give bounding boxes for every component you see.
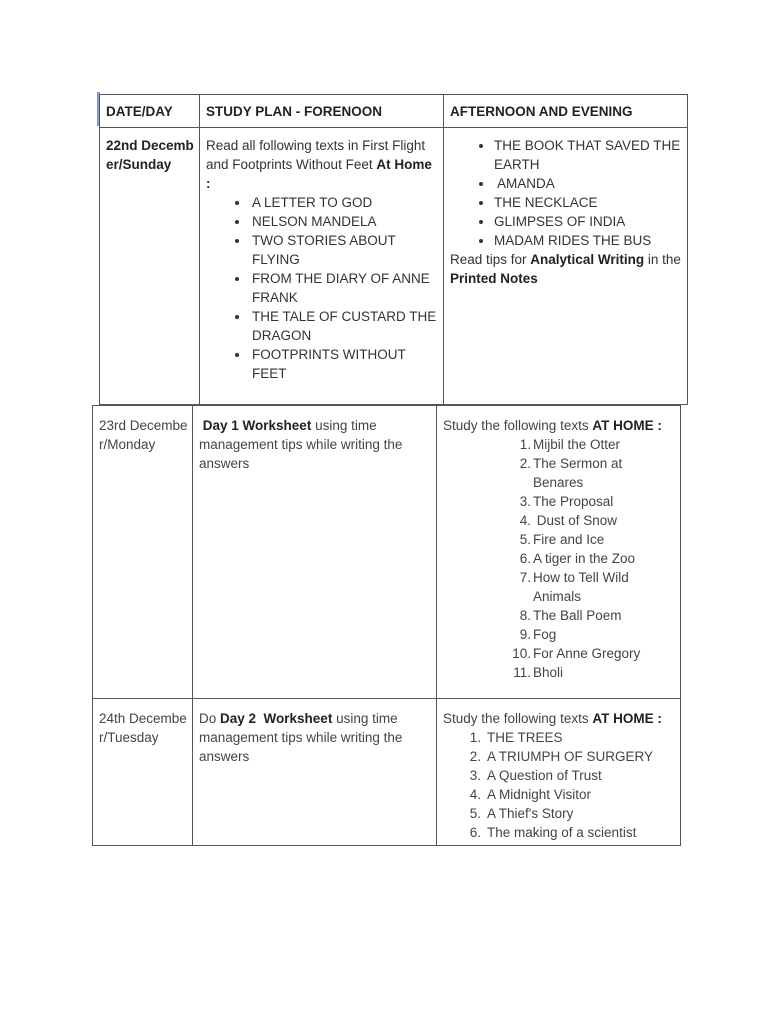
header-afternoon-evening: AFTERNOON AND EVENING xyxy=(444,95,688,128)
date-cell: 22nd December/Sunday xyxy=(100,128,200,405)
list-item: 6. A tiger in the Zoo xyxy=(519,551,636,566)
list-item: • AMANDA xyxy=(494,174,681,193)
list-item: 3. A Question of Trust xyxy=(469,768,602,783)
header-date-day: DATE/DAY xyxy=(100,95,200,128)
list-item: 5. A Thief's Story xyxy=(469,806,574,821)
afternoon-text-list xyxy=(443,435,674,682)
study-plan-table-header-section xyxy=(99,94,688,405)
list-item: 7. How to Tell Wild Animals xyxy=(519,570,629,604)
list-item: 9. Fog xyxy=(519,627,557,642)
forenoon-cell: Do Day 2 Worksheet using time management tips while writing the answers xyxy=(193,699,437,846)
list-item: 11. Bholi xyxy=(513,665,564,680)
list-item: • THE NECKLACE xyxy=(494,193,681,212)
list-item: 1. Mijbil the Otter xyxy=(519,437,621,452)
list-item: 6. The making of a scientist xyxy=(469,825,637,840)
table-row xyxy=(93,406,681,699)
table-row xyxy=(93,699,681,846)
list-item: • GLIMPSES OF INDIA xyxy=(494,212,681,231)
list-item: 4. A Midnight Visitor xyxy=(469,787,592,802)
list-item: 4. Dust of Snow xyxy=(519,513,618,528)
list-item: 8. The Ball Poem xyxy=(519,608,622,623)
date-cell: 24th December/Tuesday xyxy=(93,699,193,846)
afternoon-cell xyxy=(444,128,688,405)
list-item: • FROM THE DIARY OF ANNE FRANK xyxy=(250,269,437,307)
list-item: • NELSON MANDELA xyxy=(250,212,437,231)
list-item: • THE BOOK THAT SAVED THE EARTH xyxy=(494,136,681,174)
forenoon-text-list xyxy=(206,193,437,383)
list-item: 1. THE TREES xyxy=(469,730,563,745)
forenoon-cell: Day 1 Worksheet using time management tips while writing the answers xyxy=(193,406,437,699)
list-item: 2. The Sermon at Benares xyxy=(519,456,623,490)
list-item: • A LETTER TO GOD xyxy=(250,193,437,212)
list-item: • TWO STORIES ABOUT FLYING xyxy=(250,231,437,269)
list-item: • MADAM RIDES THE BUS xyxy=(494,231,681,250)
list-item: 10. For Anne Gregory xyxy=(512,646,641,661)
afternoon-text-list xyxy=(443,728,674,842)
list-item: • THE TALE OF CUSTARD THE DRAGON xyxy=(250,307,437,345)
list-item: 3. The Proposal xyxy=(519,494,614,509)
afternoon-intro: Study the following texts AT HOME : xyxy=(443,418,662,433)
analytical-writing-tip: Read tips for Analytical Writing in the Printed Notes xyxy=(450,252,681,286)
forenoon-cell xyxy=(200,128,444,405)
list-item: • FOOTPRINTS WITHOUT FEET xyxy=(250,345,437,383)
table-row xyxy=(100,128,688,405)
header-forenoon: STUDY PLAN - FORENOON xyxy=(200,95,444,128)
afternoon-cell xyxy=(437,406,681,699)
afternoon-cell xyxy=(437,699,681,846)
afternoon-intro: Study the following texts AT HOME : xyxy=(443,711,662,726)
list-item: 5. Fire and Ice xyxy=(519,532,605,547)
date-cell: 23rd December/Monday xyxy=(93,406,193,699)
header-row xyxy=(100,95,688,128)
afternoon-text-list xyxy=(450,136,681,250)
study-plan-table-continued xyxy=(92,405,681,846)
list-item: 2. A TRIUMPH OF SURGERY xyxy=(469,749,654,764)
forenoon-intro: Read all following texts in First Flight and Footprints Without Feet At Home : xyxy=(206,138,432,191)
